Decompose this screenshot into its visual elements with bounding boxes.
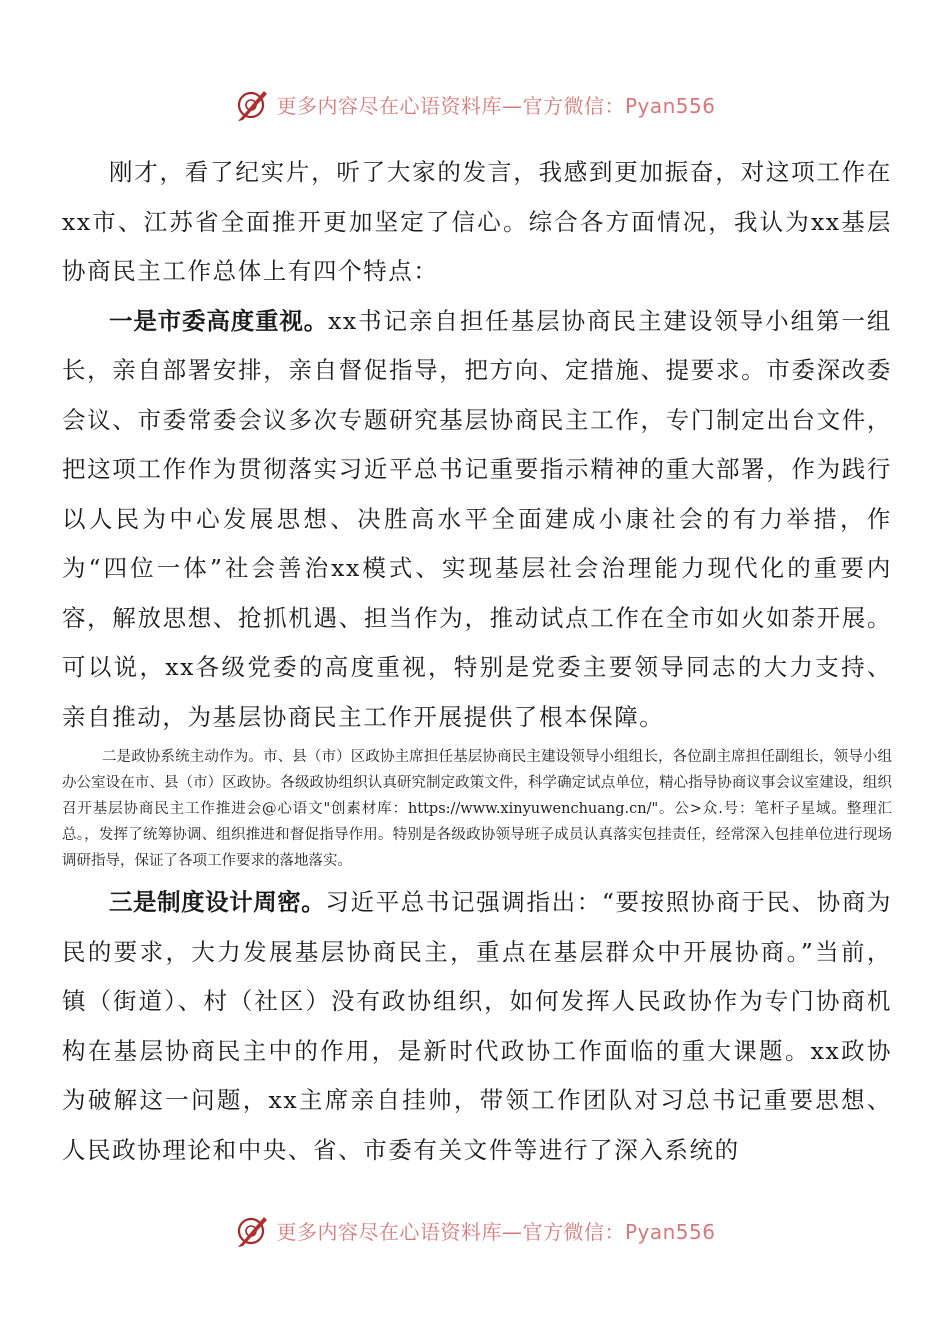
intro-paragraph: 刚才，看了纪实片，听了大家的发言，我感到更加振奋，对这项工作在xx市、江苏省全面推开更加坚定了信心。综合各方面情况，我认为xx基层协商民主工作总体上有四个特点： [62, 158, 892, 285]
point-three-body: 习近平总书记强调指出：“要按照协商于民、协商为民的要求，大力发展基层协商民主，重点在基层群众中开展协商。”当前，镇（街道）、村（社区）没有政协组织，如何发挥人民政协作为专门协商机构在基层协商民主中的作用，是新时代政协工作面临的重大课题。xx政协为破解这一问题，xx主席亲自挂帅，带领工作团队对习总书记重要思想、人民政协理论和中央、省、市委有关文件等进行了深入系统的 [62, 888, 892, 1164]
pen-circle-logo-icon [234, 86, 270, 122]
point-three-paragraph [62, 878, 892, 1175]
point-one-heading: 一是市委高度重视。 [109, 306, 329, 335]
header-watermark [0, 86, 950, 122]
watermark-text: 更多内容尽在心语资料库—官方微信：Pyan556 [276, 93, 716, 118]
pen-circle-logo-icon [234, 1212, 270, 1248]
point-one-paragraph [62, 297, 892, 743]
footer-watermark [0, 1212, 950, 1248]
watermark-text: 更多内容尽在心语资料库—官方微信：Pyan556 [276, 1219, 716, 1244]
point-one-body: xx书记亲自担任基层协商民主建设领导小组第一组长，亲自部署安排，亲自督促指导，把方向、定措施、提要求。市委深改委会议、市委常委会议多次专题研究基层协商民主工作，专门制定出台文件，把这项工作作为贯彻落实习近平总书记重要指示精神的重大部署，作为践行以人民为中心发展思想、决胜高水平全面建成小康社会的有力举措，作为“四位一体”社会善治xx模式、实现基层社会治理能力现代化的重要内容，解放思想、抢抓机遇、担当作为，推动试点工作在全市如火如荼开展。可以说，xx各级党委的高度重视，特别是党委主要领导同志的大力支持、亲自推动，为基层协商民主工作开展提供了根本保障。 [62, 306, 892, 731]
point-three-heading: 三是制度设计周密。 [109, 888, 326, 916]
document-body [62, 148, 892, 1175]
point-two-paragraph: 二是政协系统主动作为。市、县（市）区政协主席担任基层协商民主建设领导小组组长，各位副主席担任副组长，领导小组办公室设在市、县（市）区政协。各级政协组织认真研究制定政策文件，科学确定试点单位，精心指导协商议事会议室建设，组织召开基层协商民主工作推进会@心语文"创素材库：https://www.xinyuwenchuang.cn/"。公>众.号：笔杆子星域。整理汇总。，发挥了统筹协调、组织推进和督促指导作用。特别是各级政协领导班子成员认真落实包挂责任，经常深入包挂单位进行现场调研指导，保证了各项工作要求的落地落实。 [62, 749, 892, 869]
